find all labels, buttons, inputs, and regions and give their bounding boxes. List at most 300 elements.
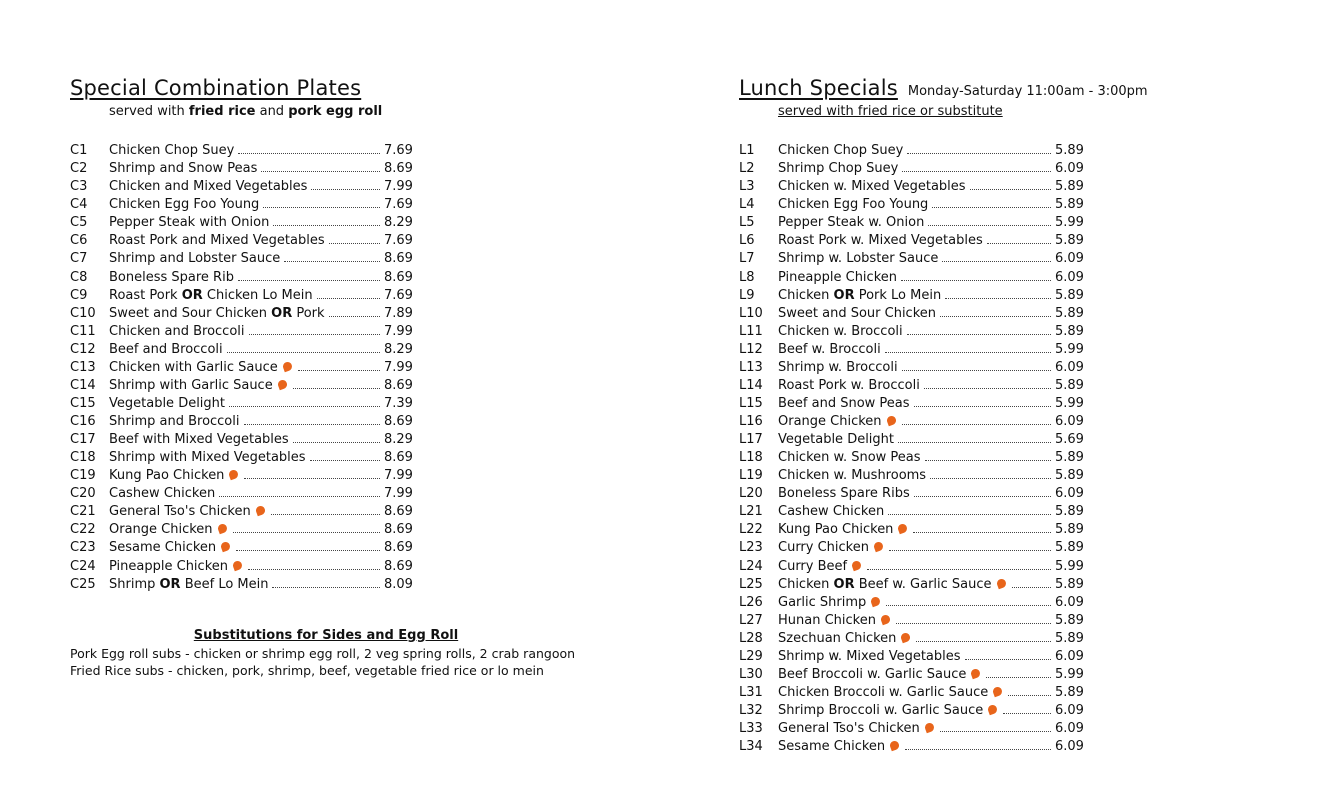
dot-leader — [227, 351, 380, 353]
dot-leader — [913, 531, 1051, 533]
item-price: 8.69 — [384, 504, 413, 520]
menu-item — [70, 248, 413, 267]
dot-leader — [885, 351, 1051, 353]
item-code: L30 — [739, 666, 763, 682]
item-name: General Tso's Chicken — [778, 721, 936, 736]
chili-pepper-icon — [220, 541, 232, 553]
item-price: 5.89 — [1055, 630, 1084, 646]
menu-item — [739, 628, 1084, 646]
menu-item — [739, 592, 1084, 610]
item-name: Roast Pork OR Chicken Lo Mein — [109, 287, 313, 303]
menu-item — [739, 411, 1084, 429]
menu-item — [739, 303, 1084, 321]
dot-leader — [902, 423, 1051, 425]
item-code: L31 — [739, 684, 763, 700]
menu-item — [739, 339, 1084, 357]
combination-title: Special Combination Plates — [70, 76, 362, 100]
item-price: 5.89 — [1055, 233, 1084, 249]
item-code: C1 — [70, 143, 88, 159]
item-price: 5.89 — [1055, 323, 1084, 339]
dot-leader — [907, 333, 1051, 335]
dot-leader — [905, 748, 1051, 750]
menu-item — [739, 483, 1084, 502]
item-name: General Tso's Chicken — [109, 504, 267, 519]
item-code: L7 — [739, 251, 755, 267]
menu-item — [70, 158, 413, 177]
dot-leader — [249, 333, 380, 335]
item-price: 8.69 — [384, 251, 413, 267]
item-price: 6.09 — [1055, 269, 1084, 285]
item-code: L25 — [739, 576, 763, 592]
item-code: C24 — [70, 558, 96, 574]
dot-leader — [311, 188, 380, 190]
item-price: 7.99 — [384, 323, 413, 339]
combination-subtitle: served with fried rice and pork egg roll — [109, 104, 383, 119]
item-name: Curry Chicken — [778, 540, 885, 555]
item-code: L29 — [739, 648, 763, 664]
item-code: C15 — [70, 395, 96, 411]
menu-item — [70, 483, 413, 502]
item-price: 5.89 — [1055, 377, 1084, 393]
menu-item — [739, 194, 1084, 213]
menu-item — [70, 393, 413, 411]
substitutions-title: Substitutions for Sides and Egg Roll — [193, 628, 459, 643]
dot-leader — [902, 369, 1051, 371]
item-name: Shrimp and Broccoli — [109, 414, 240, 429]
item-code: L19 — [739, 468, 763, 484]
item-price: 6.09 — [1055, 648, 1084, 664]
dot-leader — [940, 730, 1051, 732]
item-price: 7.69 — [384, 233, 413, 249]
item-price: 8.29 — [384, 432, 413, 448]
item-name: Pepper Steak with Onion — [109, 215, 270, 231]
menu-item — [70, 321, 413, 339]
dot-leader — [248, 568, 380, 570]
menu-item — [739, 357, 1084, 375]
chili-pepper-icon — [851, 559, 863, 571]
dot-leader — [940, 315, 1051, 317]
item-name: Beef w. Broccoli — [778, 341, 881, 357]
dot-leader — [238, 152, 380, 154]
menu-item — [739, 266, 1084, 285]
chili-pepper-icon — [281, 361, 293, 373]
item-code: L34 — [739, 739, 763, 755]
item-name: Boneless Spare Ribs — [778, 486, 910, 502]
item-name: Hunan Chicken — [778, 613, 892, 628]
item-code: C12 — [70, 341, 96, 357]
menu-item — [70, 519, 413, 538]
dot-leader — [965, 658, 1051, 660]
item-price: 7.89 — [384, 305, 413, 321]
menu-item — [70, 429, 413, 448]
item-name: Kung Pao Chicken — [778, 522, 909, 537]
item-name: Pepper Steak w. Onion — [778, 215, 925, 231]
item-name: Orange Chicken — [109, 522, 229, 537]
item-code: L11 — [739, 323, 763, 339]
chili-pepper-icon — [995, 577, 1007, 589]
item-code: C14 — [70, 377, 96, 393]
item-code: L2 — [739, 161, 755, 177]
item-price: 8.69 — [384, 161, 413, 177]
item-code: C9 — [70, 287, 88, 303]
dot-leader — [1003, 712, 1051, 714]
menu-item — [739, 519, 1084, 538]
item-price: 5.89 — [1055, 504, 1084, 520]
item-name: Shrimp w. Mixed Vegetables — [778, 648, 961, 664]
item-code: L8 — [739, 269, 755, 285]
item-price: 5.89 — [1055, 540, 1084, 556]
menu-item — [70, 230, 413, 249]
item-code: L24 — [739, 558, 763, 574]
lunch-subtitle: served with fried rice or substitute — [778, 104, 1003, 119]
dot-leader — [310, 459, 380, 461]
dot-leader — [898, 441, 1051, 443]
item-price: 6.09 — [1055, 486, 1084, 502]
menu-item — [70, 194, 413, 213]
item-code: C2 — [70, 161, 88, 177]
item-price: 5.89 — [1055, 522, 1084, 538]
item-price: 5.89 — [1055, 197, 1084, 213]
item-code: C6 — [70, 233, 88, 249]
item-name: Kung Pao Chicken — [109, 468, 240, 483]
item-name: Shrimp Broccoli w. Garlic Sauce — [778, 703, 999, 718]
dot-leader — [901, 279, 1051, 281]
item-price: 7.69 — [384, 143, 413, 159]
dot-leader — [233, 531, 380, 533]
dot-leader — [284, 260, 380, 262]
item-price: 7.99 — [384, 486, 413, 502]
dot-leader — [945, 297, 1051, 299]
menu-item — [739, 736, 1084, 755]
item-code: C21 — [70, 504, 96, 520]
item-name: Vegetable Delight — [109, 395, 226, 411]
item-price: 5.89 — [1055, 684, 1084, 700]
dot-leader — [942, 260, 1051, 262]
dot-leader — [272, 586, 380, 588]
dot-leader — [244, 423, 381, 425]
chili-pepper-icon — [232, 559, 244, 571]
menu-item — [70, 465, 413, 484]
item-code: L10 — [739, 305, 763, 321]
item-code: C13 — [70, 359, 96, 375]
dot-leader — [987, 242, 1051, 244]
item-name: Chicken Egg Foo Young — [109, 197, 260, 213]
item-code: L15 — [739, 395, 763, 411]
item-code: L18 — [739, 450, 763, 466]
item-name: Shrimp with Mixed Vegetables — [109, 450, 306, 466]
item-price: 8.69 — [384, 522, 413, 538]
dot-leader — [293, 441, 380, 443]
item-name: Boneless Spare Rib — [109, 269, 234, 285]
item-price: 8.69 — [384, 540, 413, 556]
item-code: L23 — [739, 540, 763, 556]
item-name: Beef and Snow Peas — [778, 395, 910, 411]
dot-leader — [329, 242, 380, 244]
chili-pepper-icon — [889, 740, 901, 752]
menu-item — [739, 375, 1084, 393]
menu-item — [739, 212, 1084, 231]
menu-item — [70, 537, 413, 556]
chili-pepper-icon — [923, 722, 935, 734]
menu-item — [70, 285, 413, 303]
item-code: L27 — [739, 612, 763, 628]
item-name: Shrimp with Garlic Sauce — [109, 378, 289, 393]
substitutions-section — [70, 628, 590, 680]
item-price: 8.69 — [384, 269, 413, 285]
item-price: 6.09 — [1055, 161, 1084, 177]
item-name: Cashew Chicken — [109, 486, 216, 502]
item-code: L9 — [739, 287, 755, 303]
item-code: C16 — [70, 414, 96, 429]
item-name: Chicken w. Broccoli — [778, 323, 903, 339]
item-name: Shrimp OR Beef Lo Mein — [109, 576, 269, 592]
item-name: Roast Pork w. Mixed Vegetables — [778, 233, 983, 249]
item-code: C18 — [70, 450, 96, 466]
item-price: 8.69 — [384, 558, 413, 574]
dot-leader — [229, 405, 380, 407]
menu-item — [739, 285, 1084, 303]
dot-leader — [219, 495, 380, 497]
item-price: 8.29 — [384, 341, 413, 357]
dot-leader — [271, 513, 380, 515]
item-name: Chicken Chop Suey — [109, 143, 235, 159]
item-code: C3 — [70, 179, 88, 195]
item-name: Shrimp w. Lobster Sauce — [778, 251, 939, 267]
item-name: Shrimp Chop Suey — [778, 161, 899, 177]
menu-item — [70, 501, 413, 520]
menu-item — [739, 140, 1084, 159]
menu-item — [70, 140, 413, 159]
dot-leader — [244, 477, 380, 479]
item-code: C22 — [70, 522, 96, 538]
item-name: Roast Pork w. Broccoli — [778, 377, 920, 393]
dot-leader — [263, 206, 380, 208]
item-code: C8 — [70, 269, 88, 285]
dot-leader — [886, 604, 1051, 606]
menu-item — [739, 321, 1084, 339]
item-code: L6 — [739, 233, 755, 249]
chili-pepper-icon — [276, 379, 288, 391]
menu-item — [739, 555, 1084, 574]
substitution-line-egg-roll: Pork Egg roll subs - chicken or shrimp egg roll, 2 veg spring rolls, 2 crab rangoon — [70, 646, 576, 661]
item-price: 8.69 — [384, 450, 413, 466]
item-name: Sesame Chicken — [109, 540, 232, 555]
item-code: C5 — [70, 215, 88, 231]
item-name: Pineapple Chicken — [109, 559, 244, 574]
dot-leader — [928, 224, 1051, 226]
dot-leader — [896, 622, 1051, 624]
dot-leader — [293, 387, 380, 389]
item-price: 5.99 — [1055, 215, 1084, 231]
item-name: Chicken w. Mixed Vegetables — [778, 179, 966, 195]
chili-pepper-icon — [216, 523, 228, 535]
item-code: L4 — [739, 197, 755, 213]
dot-leader — [317, 297, 380, 299]
item-name: Sweet and Sour Chicken — [778, 305, 936, 321]
menu-item — [739, 158, 1084, 177]
chili-pepper-icon — [970, 668, 982, 680]
menu-item — [70, 339, 413, 357]
combination-list — [70, 140, 413, 592]
menu-item — [739, 447, 1084, 466]
chili-pepper-icon — [228, 469, 240, 481]
item-name: Chicken OR Pork Lo Mein — [778, 287, 942, 303]
item-code: L21 — [739, 504, 763, 520]
dot-leader — [930, 477, 1051, 479]
menu-item — [739, 646, 1084, 664]
item-code: C23 — [70, 540, 96, 556]
item-name: Beef Broccoli w. Garlic Sauce — [778, 667, 982, 682]
item-code: C19 — [70, 468, 96, 484]
item-price: 7.99 — [384, 179, 413, 195]
chili-pepper-icon — [987, 704, 999, 716]
item-price: 8.69 — [384, 377, 413, 393]
dot-leader — [238, 279, 380, 281]
item-price: 7.69 — [384, 287, 413, 303]
item-price: 6.09 — [1055, 414, 1084, 429]
menu-item — [70, 447, 413, 466]
item-price: 6.09 — [1055, 594, 1084, 610]
menu-item — [70, 357, 413, 375]
item-code: L22 — [739, 522, 763, 538]
menu-item — [70, 574, 413, 592]
lunch-hours: Monday-Saturday 11:00am - 3:00pm — [907, 84, 1148, 99]
item-name: Sweet and Sour Chicken OR Pork — [109, 305, 325, 321]
item-price: 8.29 — [384, 215, 413, 231]
item-code: L1 — [739, 143, 755, 159]
item-price: 5.89 — [1055, 468, 1084, 484]
item-code: C4 — [70, 197, 88, 213]
lunch-section — [739, 76, 1299, 754]
dot-leader — [1012, 586, 1051, 588]
chili-pepper-icon — [900, 631, 912, 643]
item-name: Orange Chicken — [778, 414, 898, 429]
item-price: 7.99 — [384, 359, 413, 375]
lunch-title: Lunch Specials — [739, 76, 898, 100]
item-name: Shrimp w. Broccoli — [778, 359, 898, 375]
menu-item — [739, 465, 1084, 484]
item-name: Chicken Broccoli w. Garlic Sauce — [778, 685, 1004, 700]
item-name: Beef with Mixed Vegetables — [109, 432, 289, 448]
combination-section — [70, 76, 590, 592]
dot-leader — [932, 206, 1051, 208]
item-name: Cashew Chicken — [778, 504, 885, 520]
item-price: 5.89 — [1055, 612, 1084, 628]
item-price: 5.89 — [1055, 576, 1084, 592]
item-code: L13 — [739, 359, 763, 375]
item-code: L17 — [739, 432, 763, 448]
item-price: 8.69 — [384, 414, 413, 429]
menu-item — [739, 176, 1084, 195]
item-code: L32 — [739, 703, 763, 718]
item-name: Chicken w. Snow Peas — [778, 450, 921, 466]
menu-item — [739, 574, 1084, 592]
item-name: Chicken Egg Foo Young — [778, 197, 929, 213]
item-price: 5.89 — [1055, 179, 1084, 195]
dot-leader — [986, 676, 1051, 678]
item-name: Roast Pork and Mixed Vegetables — [109, 233, 325, 249]
item-code: L16 — [739, 414, 763, 429]
item-price: 7.39 — [384, 395, 413, 411]
item-name: Garlic Shrimp — [778, 595, 882, 610]
menu-item — [739, 230, 1084, 249]
item-name: Shrimp and Snow Peas — [109, 161, 258, 177]
item-name: Curry Beef — [778, 559, 863, 574]
dot-leader — [914, 495, 1051, 497]
item-code: L3 — [739, 179, 755, 195]
dot-leader — [888, 513, 1051, 515]
dot-leader — [261, 170, 380, 172]
item-price: 5.89 — [1055, 450, 1084, 466]
chili-pepper-icon — [873, 541, 885, 553]
chili-pepper-icon — [880, 613, 892, 625]
dot-leader — [889, 549, 1051, 551]
dot-leader — [298, 369, 380, 371]
menu-item — [70, 555, 413, 574]
menu-item — [70, 375, 413, 393]
item-price: 5.99 — [1055, 666, 1084, 682]
menu-item — [70, 411, 413, 429]
dot-leader — [329, 315, 380, 317]
item-name: Sesame Chicken — [778, 739, 901, 754]
item-code: C20 — [70, 486, 96, 502]
menu-item — [739, 664, 1084, 682]
dot-leader — [902, 170, 1051, 172]
item-price: 7.69 — [384, 197, 413, 213]
item-name: Pineapple Chicken — [778, 269, 897, 285]
dot-leader — [924, 387, 1051, 389]
item-name: Vegetable Delight — [778, 432, 895, 448]
item-price: 5.69 — [1055, 432, 1084, 448]
dot-leader — [916, 640, 1051, 642]
menu-item — [70, 303, 413, 321]
item-code: C7 — [70, 251, 88, 267]
menu-item — [739, 248, 1084, 267]
dot-leader — [925, 459, 1051, 461]
item-price: 6.09 — [1055, 359, 1084, 375]
menu-item — [739, 537, 1084, 556]
item-code: L12 — [739, 341, 763, 357]
item-code: L33 — [739, 721, 763, 737]
item-code: C17 — [70, 432, 96, 448]
item-code: C25 — [70, 576, 96, 592]
item-price: 5.99 — [1055, 341, 1084, 357]
dot-leader — [907, 152, 1051, 154]
item-price: 8.09 — [384, 576, 413, 592]
menu-item — [739, 718, 1084, 737]
item-name: Chicken OR Beef w. Garlic Sauce — [778, 577, 1008, 592]
dot-leader — [1008, 694, 1051, 696]
chili-pepper-icon — [885, 415, 897, 427]
item-price: 5.89 — [1055, 287, 1084, 303]
item-code: L28 — [739, 630, 763, 646]
item-price: 6.09 — [1055, 739, 1084, 755]
item-name: Chicken and Broccoli — [109, 323, 245, 339]
menu-item — [739, 501, 1084, 520]
chili-pepper-icon — [254, 505, 266, 517]
item-code: C10 — [70, 305, 96, 321]
item-name: Chicken w. Mushrooms — [778, 468, 927, 484]
chili-pepper-icon — [870, 595, 882, 607]
item-price: 5.99 — [1055, 558, 1084, 574]
item-code: L26 — [739, 594, 763, 610]
item-name: Chicken and Mixed Vegetables — [109, 179, 308, 195]
item-price: 5.89 — [1055, 305, 1084, 321]
item-code: L20 — [739, 486, 763, 502]
dot-leader — [273, 224, 380, 226]
item-name: Szechuan Chicken — [778, 631, 912, 646]
item-price: 7.99 — [384, 468, 413, 484]
